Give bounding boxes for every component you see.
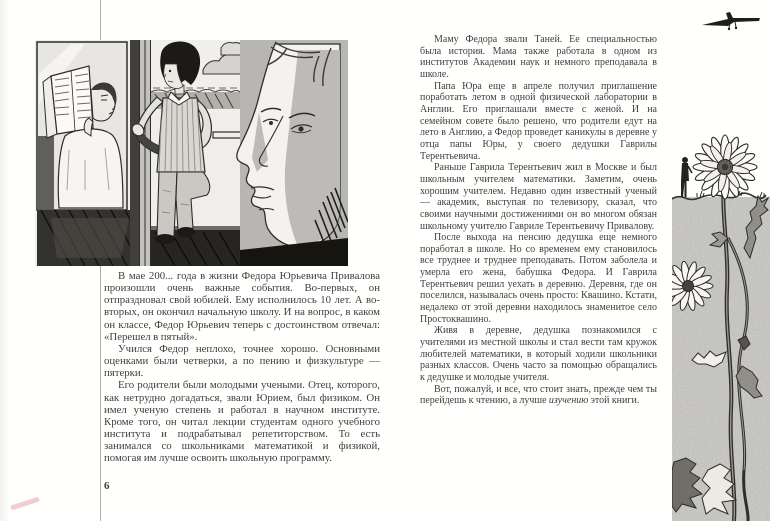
paragraph: Его родители были молодыми учеными. Отец, которого, как нетрудно догадаться, звали Юрием, был физиком. Он имел ученую степень и работал в научном институте. Кроме того, он читал лекции студентам одного учебного института и подрабатывал репетиторством. То есть занимался со школьниками математикой и физикой, помогая им лучше освоить школьную программу.	[104, 379, 380, 465]
scan-artifact	[10, 496, 40, 510]
daisy-flower	[693, 135, 757, 199]
paragraph: Учился Федор неплохо, точнее хорошо. Основными оценками были четверки, а по пению и физкультуре — пятерки.	[104, 342, 380, 380]
paragraph: Папа Юра еще в апреле получил приглашение поработать летом в одной физической лаборатории в Англии. Его приглашали вместе с женой. И на семейном совете было решено, что родители едут на лето в Англию, а Федор проведет каникулы в деревне у отца папы Юры, у своего дедушки Гаврилы Терентьевича.	[420, 80, 657, 162]
paragraph: Живя в деревне, дедушка познакомился с учителями из местной школы и стал вести там кружок любителей математики, в который ходили школьники разных классов. Очень часто за помощью обращались к дедушке и молодые учителя.	[420, 325, 657, 384]
closing-italic-word: изучению	[548, 395, 589, 407]
train-scene-illustration	[35, 40, 348, 266]
portrait-face	[237, 40, 348, 266]
closing-pre: Вот, пожалуй, и все, что стоит знать, прежде чем ты перейдешь к чтению, а лучше	[420, 383, 657, 407]
tiny-figure	[681, 157, 692, 197]
airplane-icon	[702, 12, 760, 30]
closing-paragraph	[420, 384, 657, 407]
paragraph: В мае 200... года в жизни Федора Юрьевича Привалова произошли очень важные события. Во-первых, он отпраздновал свой юбилей. Ему исполнилось 10 лет. А во-вторых, он окончил начальную школу. И на вопрос, в каком он классе, Федор Юрьевич теперь с достоинством отвечал: «Перешел в пятый».	[104, 270, 380, 343]
right-page-text	[420, 34, 657, 407]
paragraph: Маму Федора звали Таней. Ее специальностью была история. Мама также работала в одном из институтов Академии наук и немного преподавала в школе.	[420, 34, 657, 80]
paragraph: Раньше Гаврила Терентьевич жил в Москве и был школьным учителем математики. Заметим, очень хорошим учителем. Недавно один известный ученый — академик, выступая по телевизору, сказал, что своими научными достижениями он во многом обязан школьному учителю Гавриле Терентьевичу Привалову.	[420, 162, 657, 232]
closing-post: этой книги.	[588, 395, 640, 407]
page-number: 6	[104, 480, 110, 492]
flower-margin-illustration	[672, 0, 770, 521]
page-edge-shadow	[0, 0, 9, 521]
window-man-reading	[37, 42, 127, 210]
paragraph: После выхода на пенсию дедушка еще немного поработал в школе. Но со временем ему становилось все труднее и труднее преподавать. Потом заболела и умерла его жена, бабушка Федора. И Гаврила Терентьевич решил уехать в деревню. Деревня, где он поселился, называлась очень просто: Квашино. Кстати, недалеко от этой деревни находилось знаменитое село Простоквашино.	[420, 232, 657, 325]
door-frame-post	[130, 40, 151, 266]
left-page-text	[104, 270, 380, 465]
